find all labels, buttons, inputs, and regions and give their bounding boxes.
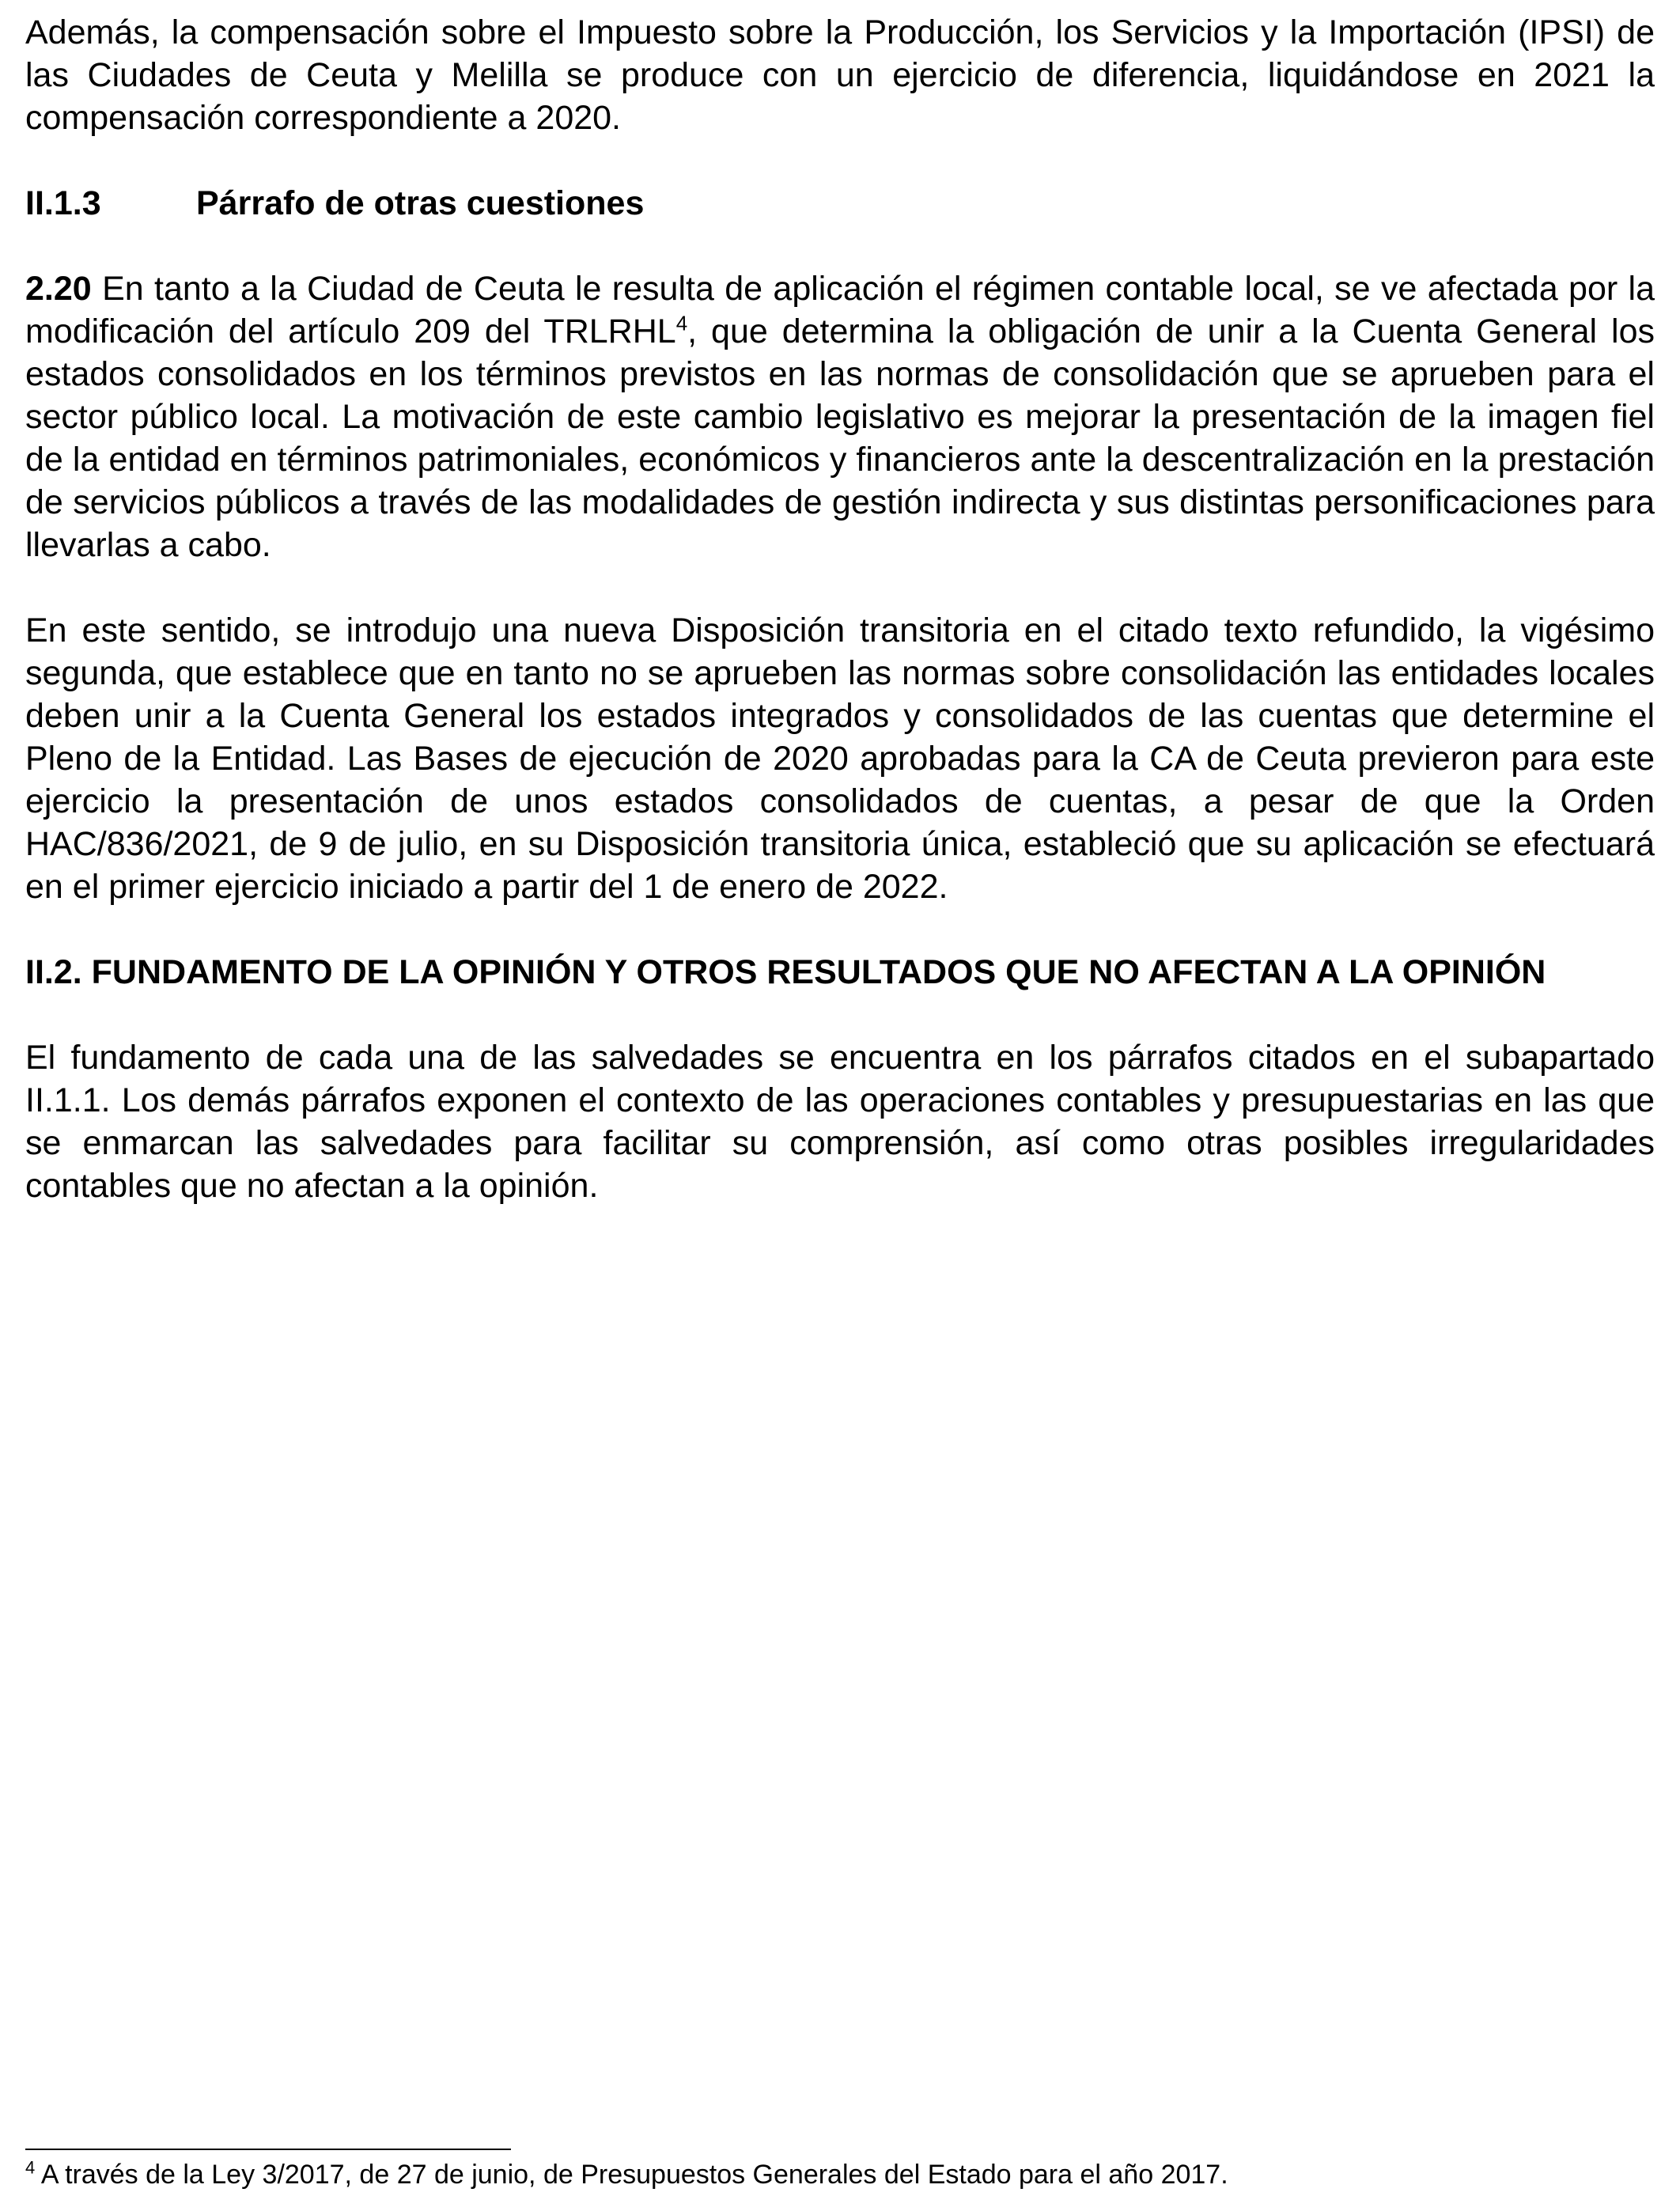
paragraph-2-20 bbox=[25, 267, 1655, 566]
sentido-paragraph: En este sentido, se introdujo una nueva Disposición transitoria en el citado texto refundido, la vigésimo segunda, que establece que en tanto no se aprueben las normas sobre consolidación las entidades locales deben unir a la Cuenta General los estados integrados y consolidados de las cuentas que determine el Pleno de la Entidad. Las Bases de ejecución de 2020 aprobadas para la CA de Ceuta previeron para este ejercicio la presentación de unos estados consolidados de cuentas, a pesar de que la Orden HAC/836/2021, de 9 de julio, en su Disposición transitoria única, estableció que su aplicación se efectuará en el primer ejercicio iniciado a partir del 1 de enero de 2022. bbox=[25, 611, 1655, 906]
footnote-reference[interactable]: 4 bbox=[675, 311, 688, 335]
section-number: II.1.3 bbox=[25, 184, 101, 222]
document-page bbox=[25, 11, 1655, 1207]
footnote-number: 4 bbox=[25, 2157, 36, 2178]
fundamento-paragraph: El fundamento de cada una de las salvedades se encuentra en los párrafos citados en el subapartado II.1.1. Los demás párrafos exponen el contexto de las operaciones contables y presupuestarias en las que se enmarcan las salvedades para facilitar su comprensión, así como otras posibles irregularidades contables que no afectan a la opinión. bbox=[25, 1039, 1655, 1205]
paragraph-2-20-text-continued: , que determina la obligación de unir a la Cuenta General los estados consolidados en los términos previstos en las normas de consolidación que se aprueben para el sector público local. La motivación de este cambio legislativo es mejorar la presentación de la imagen fiel de la entidad en términos patrimoniales, económicos y financieros ante la descentralización en la prestación de servicios públicos a través de las modalidades de gestión indirecta y sus distintas personificaciones para llevarlas a cabo. bbox=[25, 312, 1655, 564]
paragraph-2-20-text: En tanto a la Ciudad de Ceuta le resulta de aplicación el régimen contable local, se ve afectada por la modificación del artículo 209 del TRLRHL bbox=[25, 270, 1655, 350]
section-title: Párrafo de otras cuestiones bbox=[196, 184, 645, 222]
intro-paragraph: Además, la compensación sobre el Impuesto sobre la Producción, los Servicios y la Importación (IPSI) de las Ciudades de Ceuta y Melilla se produce con un ejercicio de diferencia, liquidándose en 2021 la compensación correspondiente a 2020. bbox=[25, 13, 1655, 137]
section-heading-ii-1-3 bbox=[25, 182, 1655, 225]
paragraph-number: 2.20 bbox=[25, 270, 92, 308]
footnote-text: A través de la Ley 3/2017, de 27 de junio, de Presupuestos Generales del Estado para el año 2017. bbox=[35, 2160, 1228, 2190]
footnote bbox=[25, 2158, 1655, 2191]
section-heading-ii-2: II.2. FUNDAMENTO DE LA OPINIÓN Y OTROS RESULTADOS QUE NO AFECTAN A LA OPINIÓN bbox=[25, 953, 1546, 991]
footnote-separator bbox=[25, 2149, 511, 2150]
